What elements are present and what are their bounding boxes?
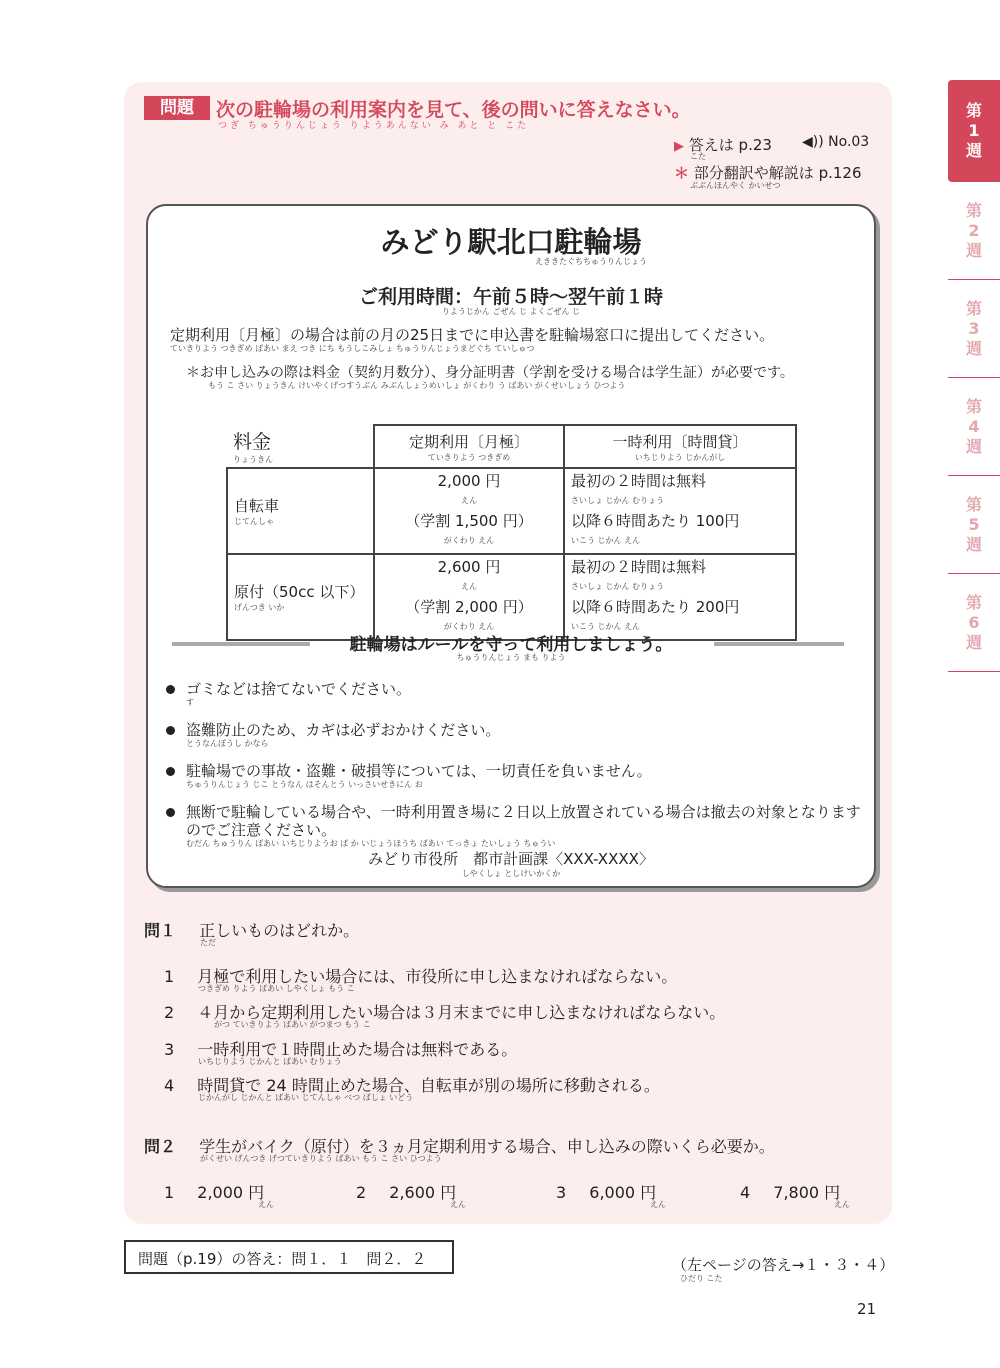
notice-title-ruby: えききたぐちちゅうりんじょう: [535, 257, 647, 266]
option-ruby: つきぎめ りよう ばあい しやくしょ もう こ: [198, 984, 355, 993]
fee-table: [226, 424, 797, 641]
hourly-fee-ruby: いこう じかん えん: [571, 536, 641, 545]
option-number: 4: [164, 1076, 175, 1095]
option-number: 1: [164, 1183, 175, 1202]
question-2-option-1[interactable]: [164, 1180, 264, 1203]
explanation-reference-text: 部分翻訳や解説は p.126: [693, 164, 862, 182]
vehicle-name: 自転車: [234, 497, 280, 515]
option-number: 2: [356, 1183, 367, 1202]
bullet-icon: [166, 726, 175, 735]
audio-track[interactable]: [802, 134, 869, 150]
left-page-answer: （左ページの答え→１・３・４）: [672, 1256, 895, 1274]
fee-table-header: [227, 425, 796, 468]
option-number: 3: [556, 1183, 567, 1202]
tab-week-6[interactable]: [948, 574, 1000, 672]
answer-reference[interactable]: [674, 134, 772, 155]
question-2-option-2[interactable]: [356, 1180, 456, 1203]
teiki-fee: 2,000 円: [437, 472, 501, 490]
teiki-fee: 2,600 円: [437, 558, 501, 576]
bullet-icon: [166, 767, 175, 776]
usage-hours: ご利用時間：午前５時～翌午前１時: [358, 286, 663, 308]
teiki-fee-ruby: えん: [461, 496, 477, 505]
fee-label-ruby: りょうきん: [233, 455, 273, 464]
tab-label: 第 6 週: [965, 592, 982, 652]
tab-label: 第 3 週: [965, 298, 982, 358]
asterisk-icon: ＊: [674, 164, 690, 182]
triangle-icon: ▶: [674, 139, 684, 154]
hourly-fee: 以降６時間あたり 200円: [571, 598, 740, 616]
tab-label: 第 5 週: [965, 494, 982, 554]
question-label: 問１: [144, 921, 177, 940]
question-2-option-3[interactable]: [556, 1180, 656, 1203]
rule-text: 無断で駐輪している場合や、一時利用置き場に２日以上放置されている場合は撤去の対象となりますのでご注意ください。: [186, 803, 861, 839]
bullet-icon: [166, 808, 175, 817]
option-number: 4: [740, 1183, 751, 1202]
rule-text: ゴミなどは捨てないでください。: [186, 680, 412, 698]
tab-label: 第 4 週: [965, 396, 982, 456]
question-text: 正しいものはどれか。: [199, 921, 360, 940]
rule-ruby: す: [186, 698, 194, 707]
tab-label: 第 2 週: [965, 200, 982, 260]
ichiji-header: 一時利用〔時間貸〕: [612, 432, 748, 451]
option-ruby: じかんがし じかんと ばあい じてんしゃ べつ ばしょ いどう: [198, 1093, 414, 1102]
left-page-ruby: ひだり こた: [680, 1274, 723, 1283]
ichiji-fee-cell: [564, 468, 796, 554]
option-text: 2,000 円: [197, 1183, 265, 1202]
student-fee-ruby: がくわり えん: [443, 622, 495, 631]
student-fee: （学割 1,500 円）: [405, 512, 533, 530]
question-1: [144, 918, 359, 941]
list-item: [164, 762, 864, 790]
tab-week-3[interactable]: [948, 280, 1000, 378]
option-number: 2: [164, 1003, 175, 1022]
rule-text: 盗難防止のため、カギは必ずおかけください。: [186, 721, 501, 739]
teiki-fee-ruby: えん: [461, 582, 477, 591]
speaker-icon: ◀)): [802, 134, 824, 150]
answer-ruby: こた: [690, 152, 706, 161]
free-hours-ruby: さいしょ じかん むりょう: [571, 582, 665, 591]
rules-heading: 駐輪場はルールを守って利用しましょう。: [349, 635, 673, 655]
week-tabs: [948, 80, 1000, 672]
option-text: 一時利用で１時間止めた場合は無料である。: [197, 1040, 518, 1059]
vehicle-name-ruby: じてんしゃ: [234, 517, 274, 526]
teiki-header-cell: [374, 425, 564, 468]
tab-week-1[interactable]: [948, 80, 1000, 182]
teiki-notice: 定期利用〔月極〕の場合は前の月の25日までに申込書を駐輪場窓口に提出してください。: [170, 326, 775, 344]
contact-ruby: しやくしょ としけいかくか: [461, 869, 561, 878]
student-fee: （学割 2,000 円）: [405, 598, 533, 616]
fee-label: 料金: [233, 431, 272, 453]
rule-ruby: むだん ちゅうりん ばあい いちじりようお ば か いじょうほうち ばあい てっきょ たいしょう ちゅうい: [186, 839, 556, 848]
table-row: [227, 554, 796, 640]
option-ruby: えん: [834, 1200, 850, 1209]
hourly-fee: 以降６時間あたり 100円: [571, 512, 740, 530]
option-text: 7,800 円: [773, 1183, 841, 1202]
vehicle-name-ruby: げんつき いか: [234, 603, 285, 612]
vehicle-cell: [227, 554, 374, 640]
student-fee-ruby: がくわり えん: [443, 536, 495, 545]
ichiji-header-ruby: いちじりよう じかんがし: [634, 452, 726, 462]
instruction: 次の駐輪場の利用案内を見て、後の問いに答えなさい。: [216, 99, 691, 121]
explanation-ruby: ぶぶんほんやく かいせつ: [690, 181, 781, 190]
tab-label: 第 1 週: [965, 100, 982, 160]
option-ruby: いちじりよう じかんと ばあい むりょう: [198, 1057, 342, 1066]
usage-hours-ruby: りようじかん ごぜん じ よくごぜん じ: [441, 307, 581, 316]
teiki-fee-cell: [374, 468, 564, 554]
parking-notice-card: [146, 204, 876, 888]
option-ruby: えん: [450, 1200, 466, 1209]
free-hours-ruby: さいしょ じかん むりょう: [571, 496, 665, 505]
audio-track-label: No.03: [828, 134, 870, 150]
previous-answer-box: 問題（p.19）の答え：問１．１ 問２．２: [124, 1240, 454, 1274]
teiki-header-ruby: ていきりよう つきぎめ: [427, 452, 511, 462]
list-item: [164, 803, 864, 849]
question-ruby: がくせい げんつき げつていきりよう ばあい もう こ さい ひつよう: [200, 1154, 442, 1163]
option-number: 3: [164, 1040, 175, 1059]
ichiji-header-cell: [564, 425, 796, 468]
list-item: [164, 721, 864, 749]
option-text: 時間貸で 24 時間止めた場合、自転車が別の場所に移動される。: [197, 1076, 660, 1095]
question-label: 問２: [144, 1137, 177, 1156]
option-text: 6,000 円: [589, 1183, 657, 1202]
rule-ruby: とうなんぼうし かなら: [186, 739, 269, 748]
teiki-fee-cell: [374, 554, 564, 640]
tab-week-5[interactable]: [948, 476, 1000, 574]
application-note: ＊お申し込みの際は料金（契約月数分）、身分証明書（学割を受ける場合は学生証）が必要です。: [186, 365, 794, 381]
rules-list: [164, 680, 864, 862]
option-text: 月極で利用したい場合には、市役所に申し込まなければならない。: [197, 967, 678, 986]
free-hours: 最初の２時間は無料: [571, 558, 707, 576]
teiki-header: 定期利用〔月極〕: [408, 432, 529, 451]
free-hours: 最初の２時間は無料: [571, 472, 707, 490]
instruction-ruby: つぎ ちゅうりんじょう りようあんない み あと と こた: [218, 121, 530, 131]
problem-tag: 問題: [144, 96, 210, 120]
tab-week-2[interactable]: [948, 182, 1000, 280]
rule-text: 駐輪場での事故・盗難・破損等については、一切責任を負いません。: [186, 762, 652, 780]
teiki-notice-ruby: ていきりよう つきぎめ ばあい まえ つき にち もうしこみしょ ちゅうりんじょうまどぐち ていしゅつ: [170, 344, 535, 353]
option-number: 1: [164, 967, 175, 986]
question-2-option-4[interactable]: [740, 1180, 840, 1203]
option-text: 2,600 円: [389, 1183, 457, 1202]
option-ruby: がつ ていきりよう ばあい がつまつ もう こ: [214, 1020, 371, 1029]
option-text: ４月から定期利用したい場合は３月末までに申し込まなければならない。: [197, 1003, 726, 1022]
application-note-ruby: もう こ さい りょうきん けいやくげつすうぶん みぶんしょうめいしょ がくわり う ばあい がくせいしょう ひつよう: [208, 381, 626, 390]
vehicle-name: 原付（50cc 以下）: [234, 583, 365, 601]
vehicle-cell: [227, 468, 374, 554]
option-ruby: えん: [258, 1200, 274, 1209]
page-number: 21: [857, 1300, 877, 1318]
table-row: [227, 468, 796, 554]
ichiji-fee-cell: [564, 554, 796, 640]
answer-reference-text: 答えは p.23: [688, 136, 772, 154]
option-ruby: えん: [650, 1200, 666, 1209]
bullet-icon: [166, 685, 175, 694]
fee-label-cell: [227, 425, 374, 468]
contact-info: みどり市役所 都市計画課〈XXX-XXXX〉: [368, 850, 654, 868]
hourly-fee-ruby: いこう じかん えん: [571, 622, 641, 631]
rule-ruby: ちゅうりんじょう じこ とうなん はそんとう いっさいせきにん お: [186, 780, 423, 789]
list-item: [164, 680, 864, 708]
rules-heading-ruby: ちゅうりんじょう まも りよう: [456, 653, 566, 662]
question-text: 学生がバイク（原付）を３ヵ月定期利用する場合、申し込みの際いくら必要か。: [199, 1137, 775, 1156]
notice-title: みどり駅北口駐輪場: [380, 225, 642, 259]
question-ruby: ただ: [200, 938, 216, 947]
tab-week-4[interactable]: [948, 378, 1000, 476]
